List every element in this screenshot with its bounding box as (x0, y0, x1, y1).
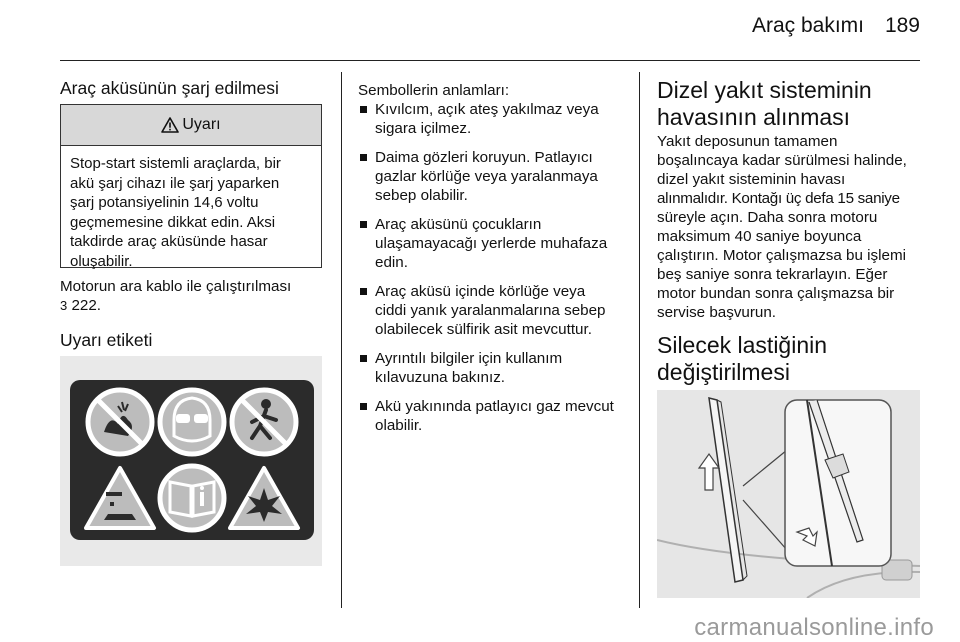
page-number: 189 (884, 14, 920, 37)
list-item-line: edin. (375, 254, 408, 271)
paragraph-line: servise başvurun. (657, 304, 777, 321)
warning-label-panel (70, 380, 314, 540)
list-item-line: Kıvılcım, açık ateş yakılmaz veya (375, 101, 599, 118)
acid-hazard-icon (86, 468, 154, 528)
heading-line: Silecek lastiğinin (657, 332, 828, 358)
warning-line: Stop-start sistemli araçlarda, bir (70, 155, 281, 172)
paragraph-line: boşalıncaya kadar sürülmesi halinde, (657, 152, 907, 169)
paragraph-line: motor bundan sonra çalışmazsa bir (657, 285, 895, 302)
paragraph-line: alınmalıdır. Kontağı üç defa 15 saniye (657, 190, 900, 207)
eye-protection-icon (160, 390, 224, 454)
list-item-line: olabilecek sülfirik asit mevcuttur. (375, 321, 592, 338)
paragraph-line: Yakıt deposunun tamamen (657, 133, 838, 150)
warning-line: takdirde araç aküsünde hasar (70, 233, 268, 250)
jumpstart-page-link[interactable]: 222. (71, 297, 102, 314)
list-item (358, 215, 630, 272)
wiper-drawing (657, 390, 920, 598)
heading-line: Dizel yakıt sisteminin (657, 77, 872, 103)
battery-charging-heading: Araç aküsünün şarj edilmesi (60, 78, 279, 98)
paragraph-line: maksimum 40 saniye boyunca (657, 228, 862, 245)
paragraph-line: dizel yakıt sisteminin havası (657, 171, 846, 188)
warning-header (61, 105, 321, 146)
list-item (358, 349, 630, 387)
warning-label-symbols (70, 380, 314, 540)
warning-line: şarj potansiyelinin 14,6 voltu (70, 194, 259, 211)
list-item-line: Daima gözleri koruyun. Patlayıcı (375, 149, 593, 166)
list-item-line: ulaşamayacağı yerlerde muhafaza (375, 235, 608, 252)
list-item-line: sebep olabilir. (375, 187, 468, 204)
list-item-line: Araç aküsünü çocukların (375, 216, 542, 233)
header-rule (60, 60, 920, 61)
warning-box (60, 104, 322, 268)
page-reference-arrow-icon: 3 (60, 298, 68, 313)
paragraph-line: süreyle açın. Daha sonra motoru (657, 209, 878, 226)
warning-line: akü şarj cihazı ile şarj yaparken (70, 174, 280, 192)
list-item (358, 282, 630, 339)
diesel-bleeding-paragraph (657, 132, 925, 322)
column-divider-2 (639, 72, 640, 608)
bullet-square-icon (360, 154, 367, 161)
explosion-hazard-icon (230, 468, 298, 528)
column-divider-1 (341, 72, 342, 608)
warning-triangle-icon (161, 117, 179, 133)
jumpstart-reference[interactable] (60, 296, 291, 315)
read-manual-icon (160, 466, 224, 530)
list-item-line: gazlar körlüğe veya yaralanmaya (375, 168, 598, 185)
bullet-square-icon (360, 355, 367, 362)
up-arrow-icon (699, 454, 719, 490)
heading-line: değiştirilmesi (657, 359, 790, 385)
warning-line: geçmemesine dikkat edin. Aksi (70, 213, 276, 231)
warning-label-image (60, 356, 322, 566)
warning-title: Uyarı (182, 116, 221, 133)
paragraph-line: beş saniye sonra tekrarlayın. Eğer (657, 266, 888, 283)
bullet-square-icon (360, 403, 367, 410)
keep-away-children-icon (232, 390, 296, 454)
list-item (358, 397, 630, 435)
warning-line: oluşabilir. (70, 252, 133, 270)
paragraph-line: çalıştırın. Motor çalışmazsa bu işlemi (657, 247, 906, 264)
watermark: carmanualsonline.info (694, 614, 934, 641)
list-item-line: olabilir. (375, 417, 423, 434)
list-item (358, 100, 630, 138)
symbols-intro: Sembollerin anlamları: (358, 82, 510, 99)
list-item-line: kılavuzuna bakınız. (375, 369, 506, 386)
section-title: Araç bakımı (751, 14, 864, 37)
warning-text (61, 146, 321, 271)
heading-line: havasının alınması (657, 104, 851, 130)
bullet-square-icon (360, 106, 367, 113)
jumpstart-paragraph (60, 277, 291, 315)
list-item-line: Araç aküsü içinde körlüğe veya (375, 283, 586, 300)
symbol-meanings-list (358, 100, 630, 445)
jumpstart-line: Motorun ara kablo ile çalıştırılması (60, 278, 292, 295)
diesel-bleeding-heading (657, 77, 872, 131)
no-fire-icon (88, 390, 152, 454)
list-item-line: Ayrıntılı bilgiler için kullanım (375, 350, 563, 367)
wiper-blade-illustration (657, 390, 920, 598)
bullet-square-icon (360, 288, 367, 295)
list-item-line: Akü yakınında patlayıcı gaz mevcut (375, 398, 614, 415)
list-item (358, 148, 630, 205)
warning-label-heading: Uyarı etiketi (60, 330, 153, 350)
bullet-square-icon (360, 221, 367, 228)
list-item-line: ciddi yanık yaralanmalarına sebep (375, 302, 606, 319)
list-item-line: sigara içilmez. (375, 120, 472, 137)
wiper-blade-heading (657, 332, 827, 386)
